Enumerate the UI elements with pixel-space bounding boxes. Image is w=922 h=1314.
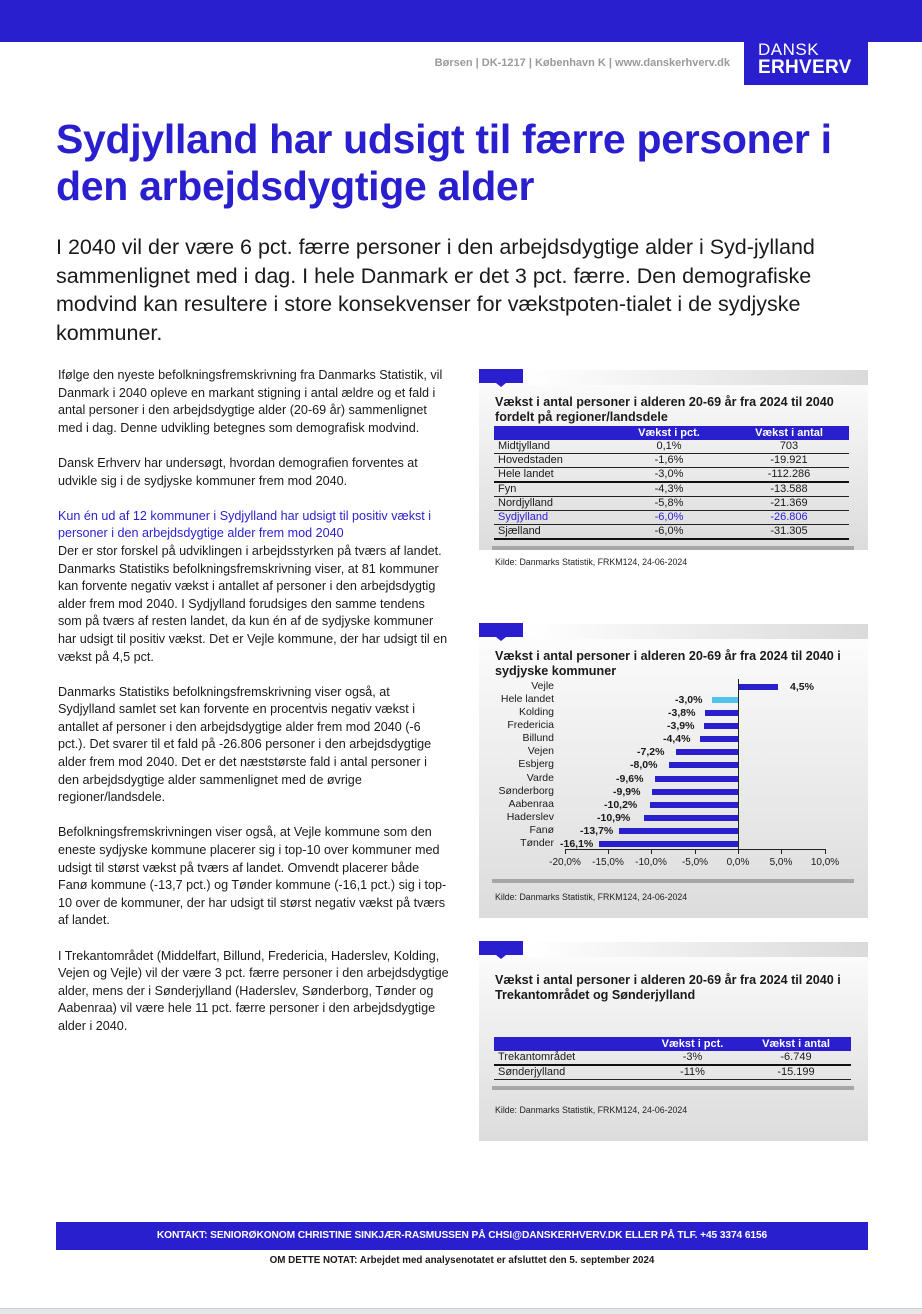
row-pct: -3%	[644, 1051, 741, 1065]
row-name: Sydjylland	[494, 511, 609, 525]
logo-line-2: ERHVERV	[758, 57, 852, 78]
x-tick-label: -10,0%	[635, 857, 667, 868]
box-header-line	[527, 370, 868, 385]
box-tab-marker	[479, 941, 523, 955]
bar-vejen	[676, 749, 738, 755]
body-paragraph-6: I Trekantområdet (Middelfart, Billund, Fredericia, Haderslev, Kolding, Vejen og Vejle) vil der være 3 pct. færre personer i den arbejdsdygtige alder, mens der i Sønderjylland (Haderslev, Sønderborg, Tønder og Aabenraa) vil være hele 11 pct. færre personer i den arbejdsdygtige alder i 2040.	[58, 948, 449, 1033]
table-row	[494, 1051, 851, 1065]
row-name: Fyn	[494, 482, 609, 497]
row-count: -13.588	[729, 482, 849, 497]
header-address: Børsen | DK-1217 | København K | www.danskerhverv.dk	[434, 57, 730, 69]
row-count: -19.921	[729, 454, 849, 468]
regions-table-source: Kilde: Danmarks Statistik, FRKM124, 24-06-2024	[495, 557, 688, 567]
x-tick-label: -20,0%	[549, 857, 581, 868]
bar-sonderborg	[652, 789, 738, 795]
table-row	[494, 468, 849, 483]
value-label: -10,2%	[604, 799, 638, 811]
table-header-pct: Vækst i pct.	[644, 1037, 741, 1051]
row-name: Hovedstaden	[494, 454, 609, 468]
regions-table-box	[479, 369, 868, 567]
box-divider	[492, 1086, 854, 1090]
page-bottom-edge	[0, 1308, 922, 1314]
x-tick	[695, 849, 696, 854]
municipalities-chart-source: Kilde: Danmarks Statistik, FRKM124, 24-06-2024	[495, 892, 688, 902]
bar-varde	[655, 776, 738, 782]
bar-aabenraa	[650, 802, 738, 808]
body-text-column	[58, 367, 450, 1053]
row-pct: -4,3%	[609, 482, 729, 497]
category-label: Billund	[522, 732, 554, 744]
row-pct: -3,0%	[609, 468, 729, 483]
value-label: -3,9%	[667, 720, 695, 732]
table-header-count: Vækst i antal	[741, 1037, 851, 1051]
row-count: -6.749	[741, 1051, 851, 1065]
table-row	[494, 1065, 851, 1080]
table-header-pct: Vækst i pct.	[609, 426, 729, 440]
value-label: -3,0%	[675, 694, 703, 706]
x-tick	[651, 849, 652, 854]
x-tick-label: 0,0%	[726, 857, 750, 868]
value-label: -16,1%	[560, 838, 594, 850]
table-header-count: Vækst i antal	[729, 426, 849, 440]
x-tick-label: 10,0%	[810, 857, 840, 868]
value-label: -10,9%	[597, 812, 631, 824]
row-count: -26.806	[729, 511, 849, 525]
table-row	[494, 454, 849, 468]
row-pct: -6,0%	[609, 511, 729, 525]
box-header-line	[527, 624, 868, 639]
x-tick-label: -5,0%	[681, 857, 709, 868]
category-label: Kolding	[518, 706, 554, 718]
top-brand-bar	[0, 0, 922, 42]
category-label: Hele landet	[500, 693, 554, 705]
x-tick	[825, 849, 826, 854]
municipalities-chart-title: Vækst i antal personer i alderen 20-69 år fra 2024 til 2040 i sydjyske kommuner	[495, 649, 841, 678]
value-label: 4,5%	[790, 681, 814, 693]
row-count: -31.305	[729, 525, 849, 540]
table-row	[494, 497, 849, 511]
x-tick	[781, 849, 782, 854]
row-name: Trekantområdet	[494, 1051, 644, 1065]
category-label: Tønder	[520, 837, 554, 849]
regions-table	[494, 426, 849, 540]
value-label: -9,6%	[616, 773, 644, 785]
trekant-table-title: Vækst i antal personer i alderen 20-69 år fra 2024 til 2040 i Trekantområdet og Sønderjylland	[495, 973, 841, 1002]
row-pct: -6,0%	[609, 525, 729, 540]
row-pct: 0,1%	[609, 440, 729, 454]
box-header-line	[527, 942, 868, 957]
category-label: Varde	[526, 772, 554, 784]
box-tab-marker	[479, 623, 523, 637]
table-row-highlighted	[494, 511, 849, 525]
row-name: Sjælland	[494, 525, 609, 540]
category-label: Esbjerg	[518, 758, 554, 770]
bar-fano	[619, 828, 738, 834]
box-tab-marker	[479, 369, 523, 383]
bar-vejle	[739, 684, 778, 690]
row-name: Midtjylland	[494, 440, 609, 454]
value-label: -3,8%	[668, 707, 696, 719]
x-tick	[608, 849, 609, 854]
table-row	[494, 440, 849, 454]
value-label: -9,9%	[613, 786, 641, 798]
bar-hele-landet	[712, 697, 738, 703]
page-title: Sydjylland har udsigt til færre personer i den arbejdsdygtige alder	[56, 116, 832, 209]
regions-table-title: Vækst i antal personer i alderen 20-69 år fra 2024 til 2040 fordelt på regioner/landsdele	[495, 395, 834, 424]
value-label: -13,7%	[580, 825, 614, 837]
x-tick-label: -15,0%	[592, 857, 624, 868]
trekant-table-box	[479, 941, 868, 1141]
x-tick	[738, 849, 739, 854]
category-label: Vejen	[527, 745, 554, 757]
bar-billund	[700, 736, 738, 742]
logo-line-1: DANSK	[758, 40, 820, 59]
table-row	[494, 525, 849, 540]
box-divider	[492, 546, 854, 550]
bar-kolding	[705, 710, 738, 716]
category-label: Fanø	[529, 824, 554, 836]
row-count: -112.286	[729, 468, 849, 483]
value-label: -7,2%	[637, 746, 665, 758]
bar-esbjerg	[669, 762, 738, 768]
row-pct: -1,6%	[609, 454, 729, 468]
body-subheading: Kun én ud af 12 kommuner i Sydjylland har udsigt til positiv vækst i personer i den arbejdsdygtige alder frem mod 2040	[58, 508, 432, 541]
body-paragraph-1: Ifølge den nyeste befolkningsfremskrivning fra Danmarks Statistik, vil Danmark i 2040 opleve en markant stigning i antal ældre og et fald i antal personer i den arbejdsdygtige alder (20-69 år) sammenlignet med i dag. Denne udvikling betegnes som demografisk modvind.	[58, 368, 443, 435]
category-label: Vejle	[531, 680, 554, 692]
body-paragraph-4: Danmarks Statistiks befolkningsfremskrivning viser også, at Sydjylland samlet set kan forvente en procentvis negativ vækst i antallet af personer i den arbejdsdygtige alder frem mod 2040 (-6 pct.). Det svarer til et fald på -26.806 personer i den arbejdsdygtige alder frem mod 2040. Det er det næststørste fald i antal personer i den arbejdsdygtige alder sammenlignet med de øvrige regioner/landsdele.	[58, 684, 432, 805]
row-name: Hele landet	[494, 468, 609, 483]
trekant-table	[494, 1037, 851, 1080]
row-pct: -5,8%	[609, 497, 729, 511]
row-count: 703	[729, 440, 849, 454]
row-count: -21.369	[729, 497, 849, 511]
value-label: -4,4%	[663, 733, 691, 745]
about-note: OM DETTE NOTAT: Arbejdet med analysenotatet er afsluttet den 5. september 2024	[269, 1255, 655, 1266]
lead-paragraph: I 2040 vil der være 6 pct. færre personer i den arbejdsdygtige alder i Syd-jylland sammenlignet med i dag. I hele Danmark er det 3 pct. færre. Den demografiske modvind kan resultere i store konsekvenser for vækstpoten-tialet i de sydjyske kommuner.	[56, 235, 815, 345]
y-axis-line	[738, 679, 739, 850]
row-name: Nordjylland	[494, 497, 609, 511]
table-header-blank	[494, 426, 609, 440]
table-row	[494, 482, 849, 497]
body-paragraph-2: Dansk Erhverv har undersøgt, hvordan demografien forventes at udvikle sig i de sydjyske kommuner frem mod 2040.	[58, 455, 418, 488]
bar-tonder	[599, 841, 738, 847]
category-label: Fredericia	[507, 719, 554, 731]
table-header-blank	[494, 1037, 644, 1051]
body-paragraph-3: Der er stor forskel på udviklingen i arbejdsstyrken på tværs af landet. Danmarks Statistiks befolkningsfremskrivning viser, at 81 kommuner kan forvente negativ vækst i antallet af personer i den arbejdsdygtig alder frem mod 2040. I Sydjylland forudsiges den samme tendens som på tværs af resten landet, da kun én af de sydjyske kommuner har udsigt til positiv vækst. Det er Vejle kommune, der har udsigt til en vækst på 4,5 pct.	[58, 543, 448, 664]
municipalities-chart-box	[479, 623, 868, 918]
dansk-erhverv-logo	[744, 40, 868, 85]
bar-haderslev	[644, 815, 738, 821]
x-tick-label: 5,0%	[769, 857, 793, 868]
category-label: Sønderborg	[498, 785, 554, 797]
trekant-table-source: Kilde: Danmarks Statistik, FRKM124, 24-06-2024	[495, 1105, 688, 1115]
category-label: Aabenraa	[508, 798, 554, 810]
box-divider	[492, 879, 854, 883]
row-pct: -11%	[644, 1065, 741, 1080]
contact-bar: KONTAKT: SENIORØKONOM CHRISTINE SINKJÆR-RASMUSSEN PÅ CHSI@DANSKERHVERV.DK ELLER PÅ TLF. +45 3374 6156	[56, 1222, 868, 1250]
body-paragraph-5: Befolkningsfremskrivningen viser også, at Vejle kommune som den eneste sydjyske kommune placerer sig i top-10 over kommuner med udsigt til størst vækst på tværs af landet. Omvendt placerer både Fanø kommune (-13,7 pct.) og Tønder kommune (-16,1 pct.) sig i top-10 over de kommuner, der har udsigt til størst negativ vækst på tværs af landet.	[58, 825, 447, 928]
category-label: Haderslev	[506, 811, 554, 823]
row-name: Sønderjylland	[494, 1065, 644, 1080]
row-count: -15.199	[741, 1065, 851, 1080]
value-label: -8,0%	[630, 759, 658, 771]
bar-fredericia	[704, 723, 738, 729]
